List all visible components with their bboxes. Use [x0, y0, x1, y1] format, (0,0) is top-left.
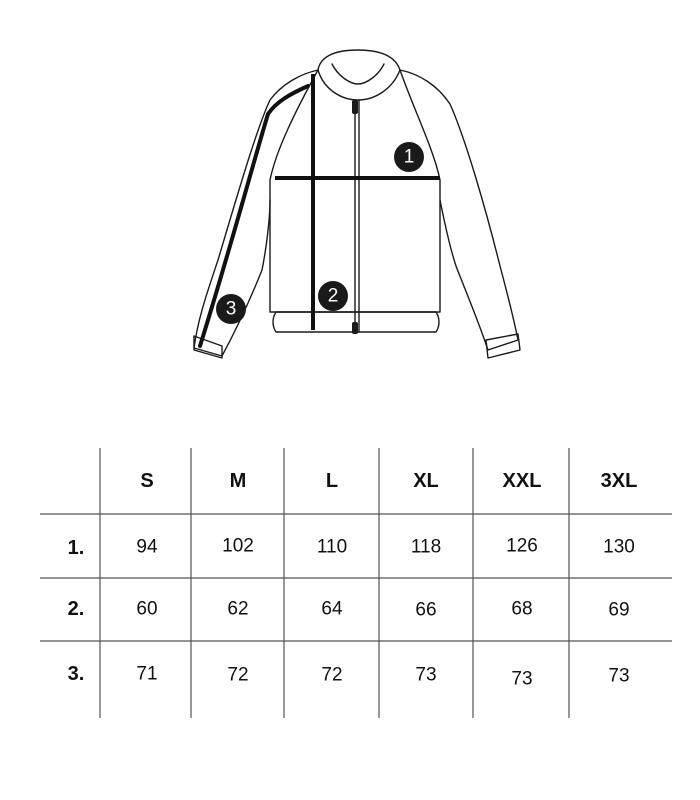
table-cell: 69: [608, 599, 630, 621]
marker-1-label: 1: [403, 146, 415, 168]
size-header-s: S: [140, 470, 154, 492]
table-cell: 60: [136, 598, 158, 620]
table-cell: 71: [136, 663, 158, 685]
row-label: 2.: [67, 598, 85, 620]
size-header-xl: XL: [413, 470, 439, 492]
table-cell: 66: [415, 599, 437, 621]
marker-3-label: 3: [225, 298, 237, 320]
table-cell: 73: [511, 668, 533, 690]
table-cell: 126: [506, 535, 538, 557]
size-header-l: L: [325, 470, 339, 492]
size-header-xxl: XXL: [502, 470, 542, 492]
table-cell: 72: [227, 664, 249, 686]
row-label: 3.: [67, 663, 85, 685]
table-cell: 68: [511, 598, 533, 620]
table-cell: 64: [321, 598, 343, 620]
table-row: [68, 598, 630, 621]
marker-2-label: 2: [327, 285, 339, 307]
row-label: 1.: [67, 537, 85, 559]
table-cell: 94: [136, 536, 158, 558]
table-cell: 110: [316, 536, 348, 558]
table-row: [68, 663, 630, 690]
table-cell: 102: [222, 535, 254, 557]
table-cell: 73: [608, 665, 630, 687]
table-cell: 62: [227, 598, 249, 620]
table-header-row: [140, 470, 637, 492]
table-cell: 73: [415, 664, 437, 686]
table-row: [68, 536, 635, 560]
table-cell: 118: [410, 536, 442, 558]
size-header-3xl: 3XL: [600, 470, 638, 492]
table-cell: 130: [603, 536, 635, 558]
table-cell: 72: [321, 664, 343, 686]
size-header-m: M: [229, 470, 247, 492]
